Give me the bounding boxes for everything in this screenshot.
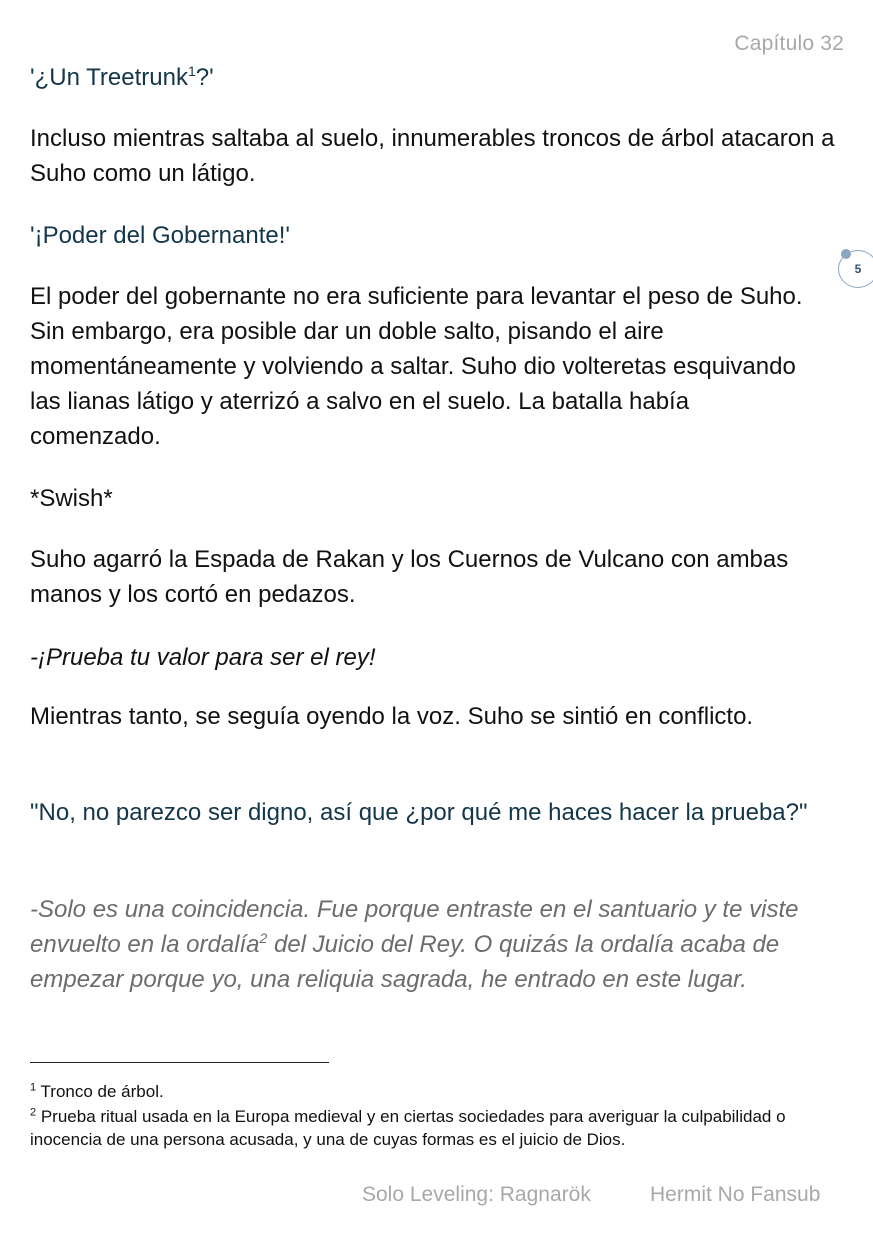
dialog-treetrunk-end: ?' bbox=[195, 64, 214, 91]
footnote-2-num: 2 bbox=[30, 1106, 37, 1119]
footnote-2-text: Prueba ritual usada en la Europa medieval y en ciertas sociedades para averiguar la culpabilidad o inocencia de una persona acusada, y una de cuyas formas es el juicio de Dios. bbox=[30, 1107, 786, 1149]
footer-title: Solo Leveling: Ragnarök bbox=[362, 1183, 591, 1206]
paragraph-voice: Mientras tanto, se seguía oyendo la voz. Suho se sintió en conflicto. bbox=[30, 703, 754, 730]
footnote-2 bbox=[30, 1105, 828, 1151]
dialog-treetrunk-text: '¿Un Treetrunk bbox=[30, 64, 188, 91]
paragraph-attack: Incluso mientras saltaba al suelo, innumerables troncos de árbol atacaron a Suho como un látigo. bbox=[30, 125, 835, 187]
voice-coincidence bbox=[30, 892, 843, 997]
footnote-ref-2[interactable]: 2 bbox=[259, 930, 268, 946]
dialog-worthy: "No, no parezco ser digno, así que ¿por qué me haces hacer la prueba?" bbox=[30, 799, 808, 826]
footnote-ref-1[interactable]: 1 bbox=[187, 63, 196, 79]
paragraph-swish: *Swish* bbox=[30, 485, 113, 512]
chapter-header: Capítulo 32 bbox=[734, 32, 844, 55]
footnote-1-num: 1 bbox=[30, 1081, 37, 1094]
footnote-1-text: Tronco de árbol. bbox=[36, 1082, 164, 1101]
voice-coincidence-b: del Juicio del Rey. O quizás la ordalía acaba de empezar porque yo, una reliquia sagrada, he entrado en este lugar. bbox=[30, 931, 780, 993]
footer-group: Hermit No Fansub bbox=[650, 1183, 821, 1206]
voice-coincidence-a: -Solo es una coincidencia. Fue porque entraste en el santuario y te viste envuelto en la ordalía bbox=[30, 896, 799, 958]
page-marker[interactable]: 5 bbox=[838, 250, 873, 288]
footnote-divider bbox=[30, 1062, 329, 1063]
voice-test: -¡Prueba tu valor para ser el rey! bbox=[30, 644, 376, 671]
paragraph-ruler: El poder del gobernante no era suficiente para levantar el peso de Suho. Sin embargo, era posible dar un doble salto, pisando el aire momentáneamente y volviendo a saltar. Suho dio volteretas esquivando las lianas látigo y aterrizó a salvo en el suelo. La batalla había comenzado. bbox=[30, 283, 803, 450]
dialog-ruler-power: '¡Poder del Gobernante!' bbox=[30, 222, 290, 249]
footnote-1 bbox=[30, 1080, 823, 1103]
dialog-treetrunk bbox=[30, 60, 843, 95]
paragraph-sword: Suho agarró la Espada de Rakan y los Cuernos de Vulcano con ambas manos y los cortó en pedazos. bbox=[30, 546, 789, 608]
